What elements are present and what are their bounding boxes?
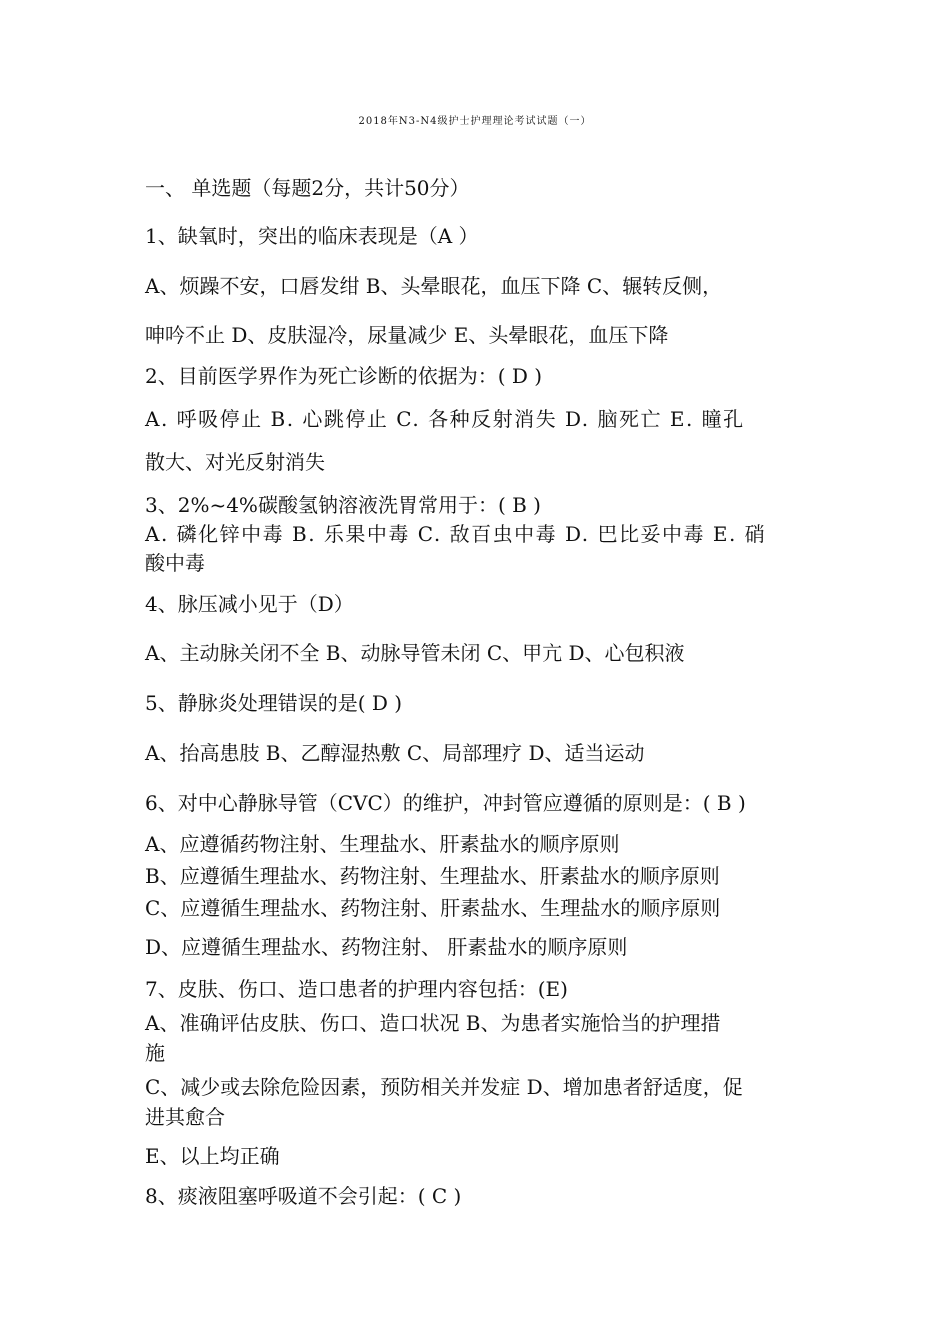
question-7-options-ab-cont: 施 (145, 1041, 165, 1065)
question-5: 5、静脉炎处理错误的是( D ) (145, 691, 403, 715)
question-7-options-ab: A、准确评估皮肤、伤口、造口状况 B、为患者实施恰当的护理措 (145, 1011, 721, 1035)
question-6-option-b: B、应遵循生理盐水、药物注射、生理盐水、肝素盐水的顺序原则 (145, 864, 720, 888)
document-title: 2018年N3-N4级护士护理理论考试试题（一） (358, 116, 592, 127)
question-3-options: A. 磷化锌中毒 B. 乐果中毒 C. 敌百虫中毒 D. 巴比妥中毒 E. 硝 (145, 522, 767, 546)
question-6-option-a: A、应遵循药物注射、生理盐水、肝素盐水的顺序原则 (145, 832, 620, 856)
question-7-options-cd-cont: 进其愈合 (145, 1105, 225, 1129)
question-7-options-cd: C、减少或去除危险因素，预防相关并发症 D、增加患者舒适度，促 (145, 1075, 743, 1099)
question-1-options: A、烦躁不安，口唇发绀 B、头晕眼花，血压下降 C、辗转反侧， (145, 274, 723, 298)
question-4: 4、脉压减小见于（D） (145, 592, 354, 616)
question-2-options: A. 呼吸停止 B. 心跳停止 C. 各种反射消失 D. 脑死亡 E. 瞳孔 (145, 407, 745, 431)
question-7-option-e: E、以上均正确 (145, 1144, 280, 1168)
question-3: 3、2%~4%碳酸氢钠溶液洗胃常用于：( B ) (145, 493, 541, 517)
question-7: 7、皮肤、伤口、造口患者的护理内容包括：(E) (145, 977, 568, 1001)
question-6-option-c: C、应遵循生理盐水、药物注射、肝素盐水、生理盐水的顺序原则 (145, 896, 721, 920)
question-1: 1、缺氧时，突出的临床表现是（A ） (145, 224, 479, 248)
question-6-option-d: D、应遵循生理盐水、药物注射、 肝素盐水的顺序原则 (145, 935, 628, 959)
question-4-options: A、主动脉关闭不全 B、动脉导管未闭 C、甲亢 D、心包积液 (145, 641, 685, 665)
question-3-options-cont: 酸中毒 (145, 551, 205, 575)
question-6: 6、对中心静脉导管（CVC）的维护，冲封管应遵循的原则是：( B ) (145, 791, 746, 815)
question-2: 2、目前医学界作为死亡诊断的依据为：( D ) (145, 364, 543, 388)
question-5-options: A、抬高患肢 B、乙醇湿热敷 C、局部理疗 D、适当运动 (145, 741, 645, 765)
question-2-options-cont: 散大、对光反射消失 (145, 450, 325, 474)
section-heading: 一、 单选题（每题2分，共计50分） (145, 176, 470, 200)
question-1-options-cont: 呻吟不止 D、皮肤湿冷，尿量减少 E、头晕眼花，血压下降 (145, 323, 669, 347)
question-8: 8、痰液阻塞呼吸道不会引起：( C ) (145, 1184, 462, 1208)
